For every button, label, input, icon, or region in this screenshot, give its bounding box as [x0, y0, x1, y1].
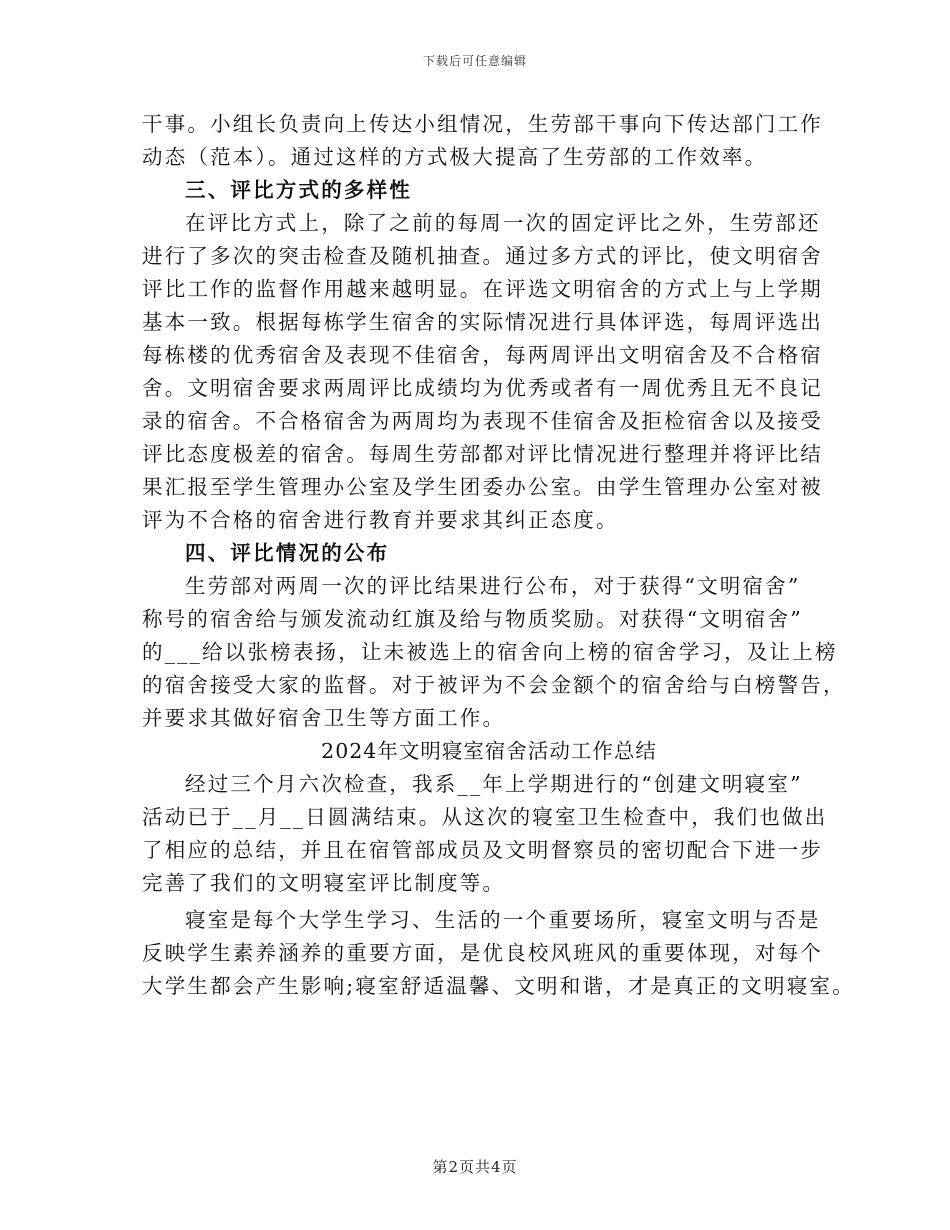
paragraph-line: 录的宿舍。不合格宿舍为两周均为表现不佳宿舍及拒检宿舍以及接受	[142, 409, 823, 433]
page-header-note: 下载后可任意编辑	[422, 54, 527, 68]
page-number: 第2页共4页	[432, 1158, 518, 1176]
paragraph-line: 基本一致。根据每栋学生宿舍的实际情况进行具体评选，每周评选出	[142, 310, 823, 334]
paragraph-line: 并要求其做好宿舍卫生等方面工作。	[142, 706, 506, 730]
paragraph-line: 果汇报至学生管理办公室及学生团委办公室。由学生管理办公室对被	[142, 475, 823, 499]
paragraph-line: 称号的宿舍给与颁发流动红旗及给与物质奖励。对获得“文明宿舍”	[142, 607, 803, 631]
paragraph-line: 评比工作的监督作用越来越明显。在评选文明宿舍的方式上与上学期	[142, 277, 823, 301]
paragraph-line: 在评比方式上，除了之前的每周一次的固定评比之外，生劳部还	[185, 211, 821, 235]
paragraph-line: 完善了我们的文明寝室评比制度等。	[142, 871, 506, 895]
paragraph-line: 评比态度极差的宿舍。每周生劳部都对评比情况进行整理并将评比结	[142, 442, 823, 466]
paragraph-line: 经过三个月六次检查，我系__年上学期进行的“创建文明寝室”	[185, 772, 803, 796]
section-heading-3: 三、评比方式的多样性	[185, 178, 412, 202]
paragraph-line: 干事。小组长负责向上传达小组情况，生劳部干事向下传达部门工作	[142, 112, 823, 136]
paragraph-line: 生劳部对两周一次的评比结果进行公布，对于获得“文明宿舍”	[185, 574, 801, 598]
paragraph-line: 评为不合格的宿舍进行教育并要求其纠正态度。	[142, 508, 619, 532]
paragraph-line: 的宿舍接受大家的监督。对于被评为不会金额个的宿舍给与白榜警告，	[142, 673, 846, 697]
paragraph-line: 舍。文明宿舍要求两周评比成绩均为优秀或者有一周优秀且无不良记	[142, 376, 823, 400]
paragraph-line: 动态（范本）。通过这样的方式极大提高了生劳部的工作效率。	[142, 145, 768, 169]
paragraph-line: 了相应的总结，并且在宿管部成员及文明督察员的密切配合下进一步	[142, 838, 823, 862]
paragraph-line: 每栋楼的优秀宿舍及表现不佳宿舍，每两周评出文明宿舍及不合格宿	[142, 343, 823, 367]
document-title: 2024年文明寝室宿舍活动工作总结	[321, 739, 657, 763]
document-body	[142, 108, 855, 1003]
paragraph-line: 进行了多次的突击检查及随机抽查。通过多方式的评比，使文明宿舍	[142, 244, 823, 268]
paragraph-line: 大学生都会产生影响;寝室舒适温馨、文明和谐，才是真正的文明寝室。	[142, 974, 855, 998]
section-heading-4: 四、评比情况的公布	[185, 541, 390, 565]
paragraph-line: 反映学生素养涵养的重要方面，是优良校风班风的重要体现，对每个	[142, 941, 823, 965]
paragraph-line: 寝室是每个大学生学习、生活的一个重要场所，寝室文明与否是	[185, 908, 821, 932]
paragraph-line: 活动已于__月__日圆满结束。从这次的寝室卫生检查中，我们也做出	[142, 805, 828, 829]
paragraph-line: 的___给以张榜表扬，让未被选上的宿舍向上榜的宿舍学习，及让上榜	[142, 640, 838, 664]
